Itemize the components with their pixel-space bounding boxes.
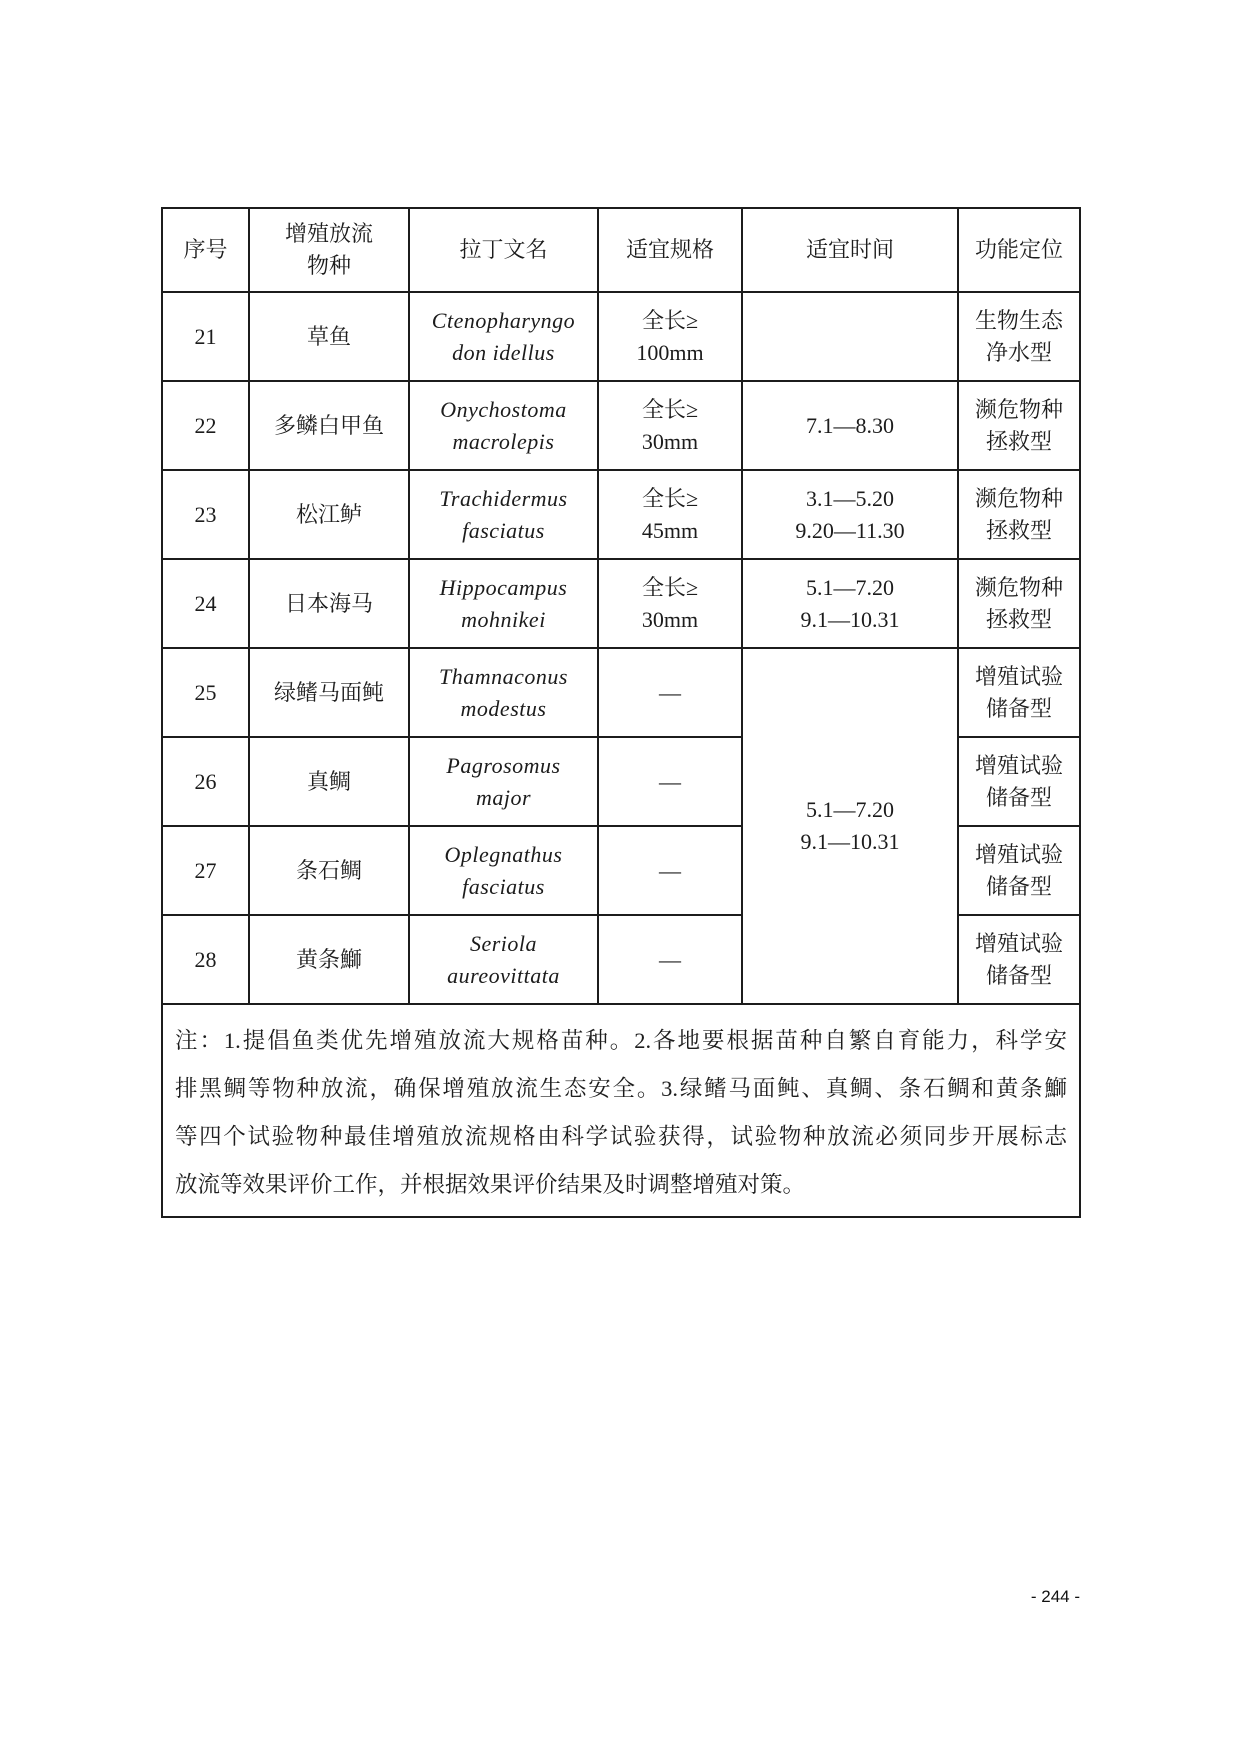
- latin-name-line: Trachidermus: [439, 485, 568, 511]
- species-name: 多鳞白甲鱼: [273, 412, 384, 438]
- col-header-no: [162, 208, 249, 292]
- cell-row21-time-empty: [742, 292, 958, 381]
- cell-row27-species: [249, 826, 409, 915]
- row-number: 21: [194, 323, 217, 349]
- cell-row26-no: [162, 737, 249, 826]
- cell-row27-latin: [409, 826, 598, 915]
- size-spec-line: 30mm: [641, 428, 699, 454]
- row-number: 25: [194, 679, 217, 705]
- latin-name-line: fasciatus: [462, 517, 545, 543]
- cell-row23-species: [249, 470, 409, 559]
- cell-row22-function: [958, 381, 1080, 470]
- cell-row26-function: [958, 737, 1080, 826]
- cell-row23-size: [598, 470, 742, 559]
- size-spec-line: 全长≥: [641, 307, 699, 333]
- function-type-line: 增殖试验: [974, 930, 1063, 956]
- function-type-line: 增殖试验: [974, 663, 1063, 689]
- cell-row27-size: [598, 826, 742, 915]
- function-type-line: 拯救型: [985, 606, 1052, 632]
- latin-name-line: fasciatus: [462, 873, 545, 899]
- species-name: 真鲷: [306, 768, 351, 794]
- col-header-function: [958, 208, 1080, 292]
- cell-row23-latin: [409, 470, 598, 559]
- cell-row26-size: [598, 737, 742, 826]
- size-spec-line: 全长≥: [641, 574, 699, 600]
- function-type-line: 濒危物种: [974, 396, 1063, 422]
- table-row: [162, 648, 1080, 737]
- function-type-line: 储备型: [985, 873, 1052, 899]
- cell-row24-latin: [409, 559, 598, 648]
- function-type-line: 濒危物种: [974, 574, 1063, 600]
- latin-name-line: Thamnaconus: [439, 663, 568, 689]
- cell-row28-no: [162, 915, 249, 1004]
- release-time-line: 7.1—8.30: [806, 412, 894, 438]
- cell-row24-no: [162, 559, 249, 648]
- cell-row25-latin: [409, 648, 598, 737]
- table-row: [162, 559, 1080, 648]
- note-line-1: 注：1.提倡鱼类优先增殖放流大规格苗种。2.各地要根据苗种自繁自育能力，科学安: [175, 1028, 1067, 1053]
- release-time-line: 3.1—5.20: [806, 485, 894, 511]
- size-spec-line: 45mm: [641, 517, 699, 543]
- cell-row26-latin: [409, 737, 598, 826]
- latin-name-line: don idellus: [452, 339, 555, 365]
- species-name: 黄条鰤: [295, 946, 362, 972]
- cell-row27-function: [958, 826, 1080, 915]
- species-name: 草鱼: [306, 323, 351, 349]
- size-spec-line: 30mm: [641, 606, 699, 632]
- note-line-3: 等四个试验物种最佳增殖放流规格由科学试验获得，试验物种放流必须同步开展标志: [175, 1124, 1067, 1149]
- species-name: 条石鲷: [295, 857, 362, 883]
- cell-row25-function: [958, 648, 1080, 737]
- cell-row28-species: [249, 915, 409, 1004]
- cell-row23-no: [162, 470, 249, 559]
- latin-name-line: Oplegnathus: [444, 841, 563, 867]
- release-time-line: 9.1—10.31: [800, 829, 900, 854]
- col-header-latin: [409, 208, 598, 292]
- cell-row22-no: [162, 381, 249, 470]
- table-note-cell: [162, 1004, 1080, 1217]
- species-name: 日本海马: [284, 590, 373, 616]
- function-type-line: 储备型: [985, 962, 1052, 988]
- cell-row21-size: [598, 292, 742, 381]
- function-type-line: 增殖试验: [974, 752, 1063, 778]
- cell-row21-no: [162, 292, 249, 381]
- row-number: 27: [194, 857, 217, 883]
- page-number: - 244 -: [1030, 1587, 1080, 1606]
- cell-row28-latin: [409, 915, 598, 1004]
- release-time-line: 5.1—7.20: [806, 574, 894, 600]
- function-type-line: 增殖试验: [974, 841, 1063, 867]
- cell-row28-function: [958, 915, 1080, 1004]
- cell-row26-species: [249, 737, 409, 826]
- cell-row21-latin: [409, 292, 598, 381]
- latin-name-line: macrolepis: [452, 428, 555, 454]
- table-row: [162, 470, 1080, 559]
- cell-row23-function: [958, 470, 1080, 559]
- cell-row24-size: [598, 559, 742, 648]
- cell-row21-species: [249, 292, 409, 381]
- cell-row21-function: [958, 292, 1080, 381]
- col-header-size: [598, 208, 742, 292]
- species-name: 绿鳍马面鲀: [273, 679, 384, 705]
- latin-name-line: Onychostoma: [440, 396, 567, 422]
- note-line-4: 放流等效果评价工作，并根据效果评价结果及时调整增殖对策。: [175, 1172, 806, 1197]
- cell-row22-species: [249, 381, 409, 470]
- function-type-line: 净水型: [985, 339, 1052, 365]
- cell-row25-species: [249, 648, 409, 737]
- row-number: 22: [194, 412, 217, 438]
- cell-row28-size: [598, 915, 742, 1004]
- table-row: [162, 292, 1080, 381]
- release-time-line: 9.20—11.30: [795, 517, 905, 543]
- size-spec-line: 全长≥: [641, 396, 699, 422]
- size-spec-dash: —: [659, 946, 681, 972]
- species-release-table: [161, 207, 1081, 1218]
- header-label: 拉丁文名: [459, 237, 548, 262]
- row-number: 24: [194, 590, 217, 616]
- cell-row22-latin: [409, 381, 598, 470]
- col-header-time: [742, 208, 958, 292]
- row-number: 28: [194, 946, 217, 972]
- function-type-line: 拯救型: [985, 517, 1052, 543]
- function-type-line: 储备型: [985, 695, 1052, 721]
- cell-row24-species: [249, 559, 409, 648]
- cell-row25-size: [598, 648, 742, 737]
- function-type-line: 生物生态: [974, 307, 1063, 333]
- size-spec-dash: —: [659, 679, 681, 705]
- function-type-line: 濒危物种: [974, 485, 1063, 511]
- cell-row24-time: [742, 559, 958, 648]
- header-label-line: 增殖放流: [284, 221, 373, 246]
- function-type-line: 储备型: [985, 784, 1052, 810]
- note-line-2: 排黑鲷等物种放流，确保增殖放流生态安全。3.绿鳍马面鲀、真鲷、条石鲷和黄条鰤: [175, 1076, 1067, 1101]
- latin-name-line: Seriola: [469, 930, 538, 956]
- size-spec-line: 全长≥: [641, 485, 699, 511]
- table-row: [162, 381, 1080, 470]
- table-note-row: [162, 1004, 1080, 1217]
- header-label: 适宜时间: [805, 237, 894, 262]
- function-type-line: 拯救型: [985, 428, 1052, 454]
- size-spec-dash: —: [659, 768, 681, 794]
- latin-name-line: mohnikei: [461, 606, 546, 632]
- row-number: 26: [194, 768, 217, 794]
- latin-name-line: Pagrosomus: [446, 752, 561, 778]
- latin-name-line: modestus: [460, 695, 547, 721]
- latin-name-line: major: [475, 784, 532, 810]
- row-number: 23: [194, 501, 217, 527]
- cell-rows25-28-time-merged: [742, 648, 958, 1004]
- header-label: 序号: [183, 237, 228, 262]
- header-label: 功能定位: [974, 237, 1063, 262]
- release-time-line: 9.1—10.31: [800, 606, 900, 632]
- latin-name-line: aureovittata: [447, 962, 560, 988]
- cell-row24-function: [958, 559, 1080, 648]
- cell-row25-no: [162, 648, 249, 737]
- cell-row22-time: [742, 381, 958, 470]
- species-name: 松江鲈: [295, 501, 362, 527]
- col-header-species: [249, 208, 409, 292]
- table-header-row: [162, 208, 1080, 292]
- latin-name-line: Ctenopharyngo: [431, 307, 576, 333]
- latin-name-line: Hippocampus: [439, 574, 568, 600]
- cell-row22-size: [598, 381, 742, 470]
- header-label-line: 物种: [306, 253, 351, 278]
- cell-row27-no: [162, 826, 249, 915]
- size-spec-dash: —: [659, 857, 681, 883]
- size-spec-line: 100mm: [636, 339, 704, 365]
- header-label: 适宜规格: [625, 237, 714, 262]
- release-time-line: 5.1—7.20: [806, 797, 894, 822]
- cell-row23-time: [742, 470, 958, 559]
